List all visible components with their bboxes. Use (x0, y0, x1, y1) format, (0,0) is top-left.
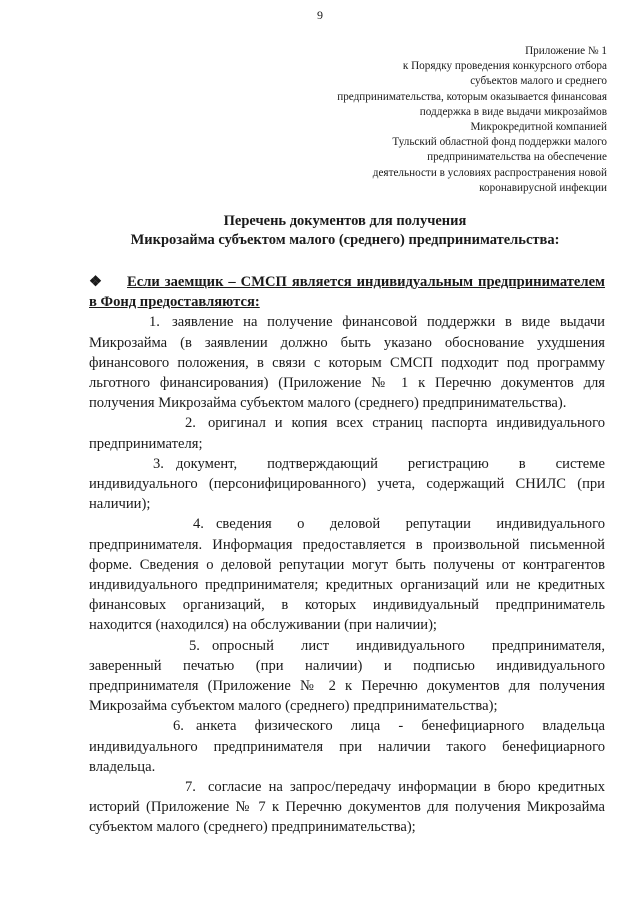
item-text: заявление на получение финансовой поддержки в виде выдачи Микрозайма (в заявлении должно быть указано обоснование ухудшения финансового положения, в связи с которым СМСП подходит под программу льготного финансирования) (Приложение № 1 к Перечню документов для получения Микрозайма субъектом малого (среднего) предпринимательства). (89, 314, 605, 412)
item-number: 5. (189, 637, 200, 654)
item-text: опросный лист индивидуального предпринимателя, заверенный печатью (при наличии) и подписью индивидуального предпринимателя (Приложение № 2 к Перечню документов для получения Микрозайма субъектом малого (среднего) предпринимательства); (89, 637, 605, 715)
list-item (89, 312, 605, 413)
appendix-line: деятельности в условиях распространения новой (372, 166, 607, 179)
lead-text: Если заемщик – СМСП является индивидуальным предпринимателем в Фонд предоставляются: (89, 274, 605, 311)
item-number: 2. (185, 415, 196, 432)
appendix-line: Приложение № 1 (525, 45, 607, 57)
list-item (89, 636, 605, 717)
title-line: Микрозайма субъектом малого (среднего) предпринимательства: (130, 232, 560, 248)
title-line: Перечень документов для получения (223, 213, 467, 229)
appendix-line: к Порядку проведения конкурсного отбора (402, 60, 607, 73)
appendix-line: Тульский областной фонд поддержки малого (392, 136, 607, 149)
appendix-header (337, 44, 607, 196)
appendix-line: предпринимательства, которым оказывается финансовая (337, 90, 607, 103)
page-number: 9 (317, 8, 323, 22)
diamond-bullet-icon: ❖ (89, 274, 103, 290)
document-title (80, 212, 610, 250)
item-text: оригинал и копия всех страниц паспорта индивидуального предпринимателя; (89, 415, 605, 452)
appendix-line: коронавирусной инфекции (479, 181, 607, 194)
list-item (89, 454, 605, 515)
item-text: согласие на запрос/передачу информации в бюро кредитных историй (Приложение № 7 к Перечню документов для получения Микрозайма субъектом малого (среднего) предпринимательства); (89, 779, 605, 836)
list-item (89, 777, 605, 838)
item-text: анкета физического лица - бенефициарного владельца индивидуального предпринимателя при наличии такого бенефициарного владельца. (89, 718, 605, 775)
item-number: 1. (149, 314, 160, 331)
appendix-line: Микрокредитной компанией (470, 121, 607, 134)
list-item (89, 413, 605, 453)
appendix-line: поддержка в виде выдачи микрозаймов (419, 105, 607, 118)
item-number: 4. (193, 516, 204, 533)
appendix-line: предпринимательства на обеспечение (427, 151, 607, 164)
appendix-line: субъектов малого и среднего (470, 75, 607, 88)
item-number: 3. (153, 455, 164, 472)
item-number: 6. (173, 718, 184, 735)
lead-paragraph (89, 272, 605, 312)
list-item (89, 514, 605, 635)
item-text: документ, подтверждающий регистрацию в системе индивидуального (персонифицированного) учета, содержащий СНИЛС (при наличии); (89, 455, 605, 513)
item-number: 7. (185, 779, 196, 796)
list-item (89, 716, 605, 777)
item-text: сведения о деловой репутации индивидуального предпринимателя. Информация предоставляется в произвольной письменной форме. Сведения о деловой репутации могут быть получены от контрагентов индивидуального предпринимателя; кредитных организаций или не кредитных финансовых организаций, в которых индивидуальный предприниматель находится (находился) на обслуживании (при наличии); (89, 516, 605, 634)
document-body (89, 272, 605, 838)
